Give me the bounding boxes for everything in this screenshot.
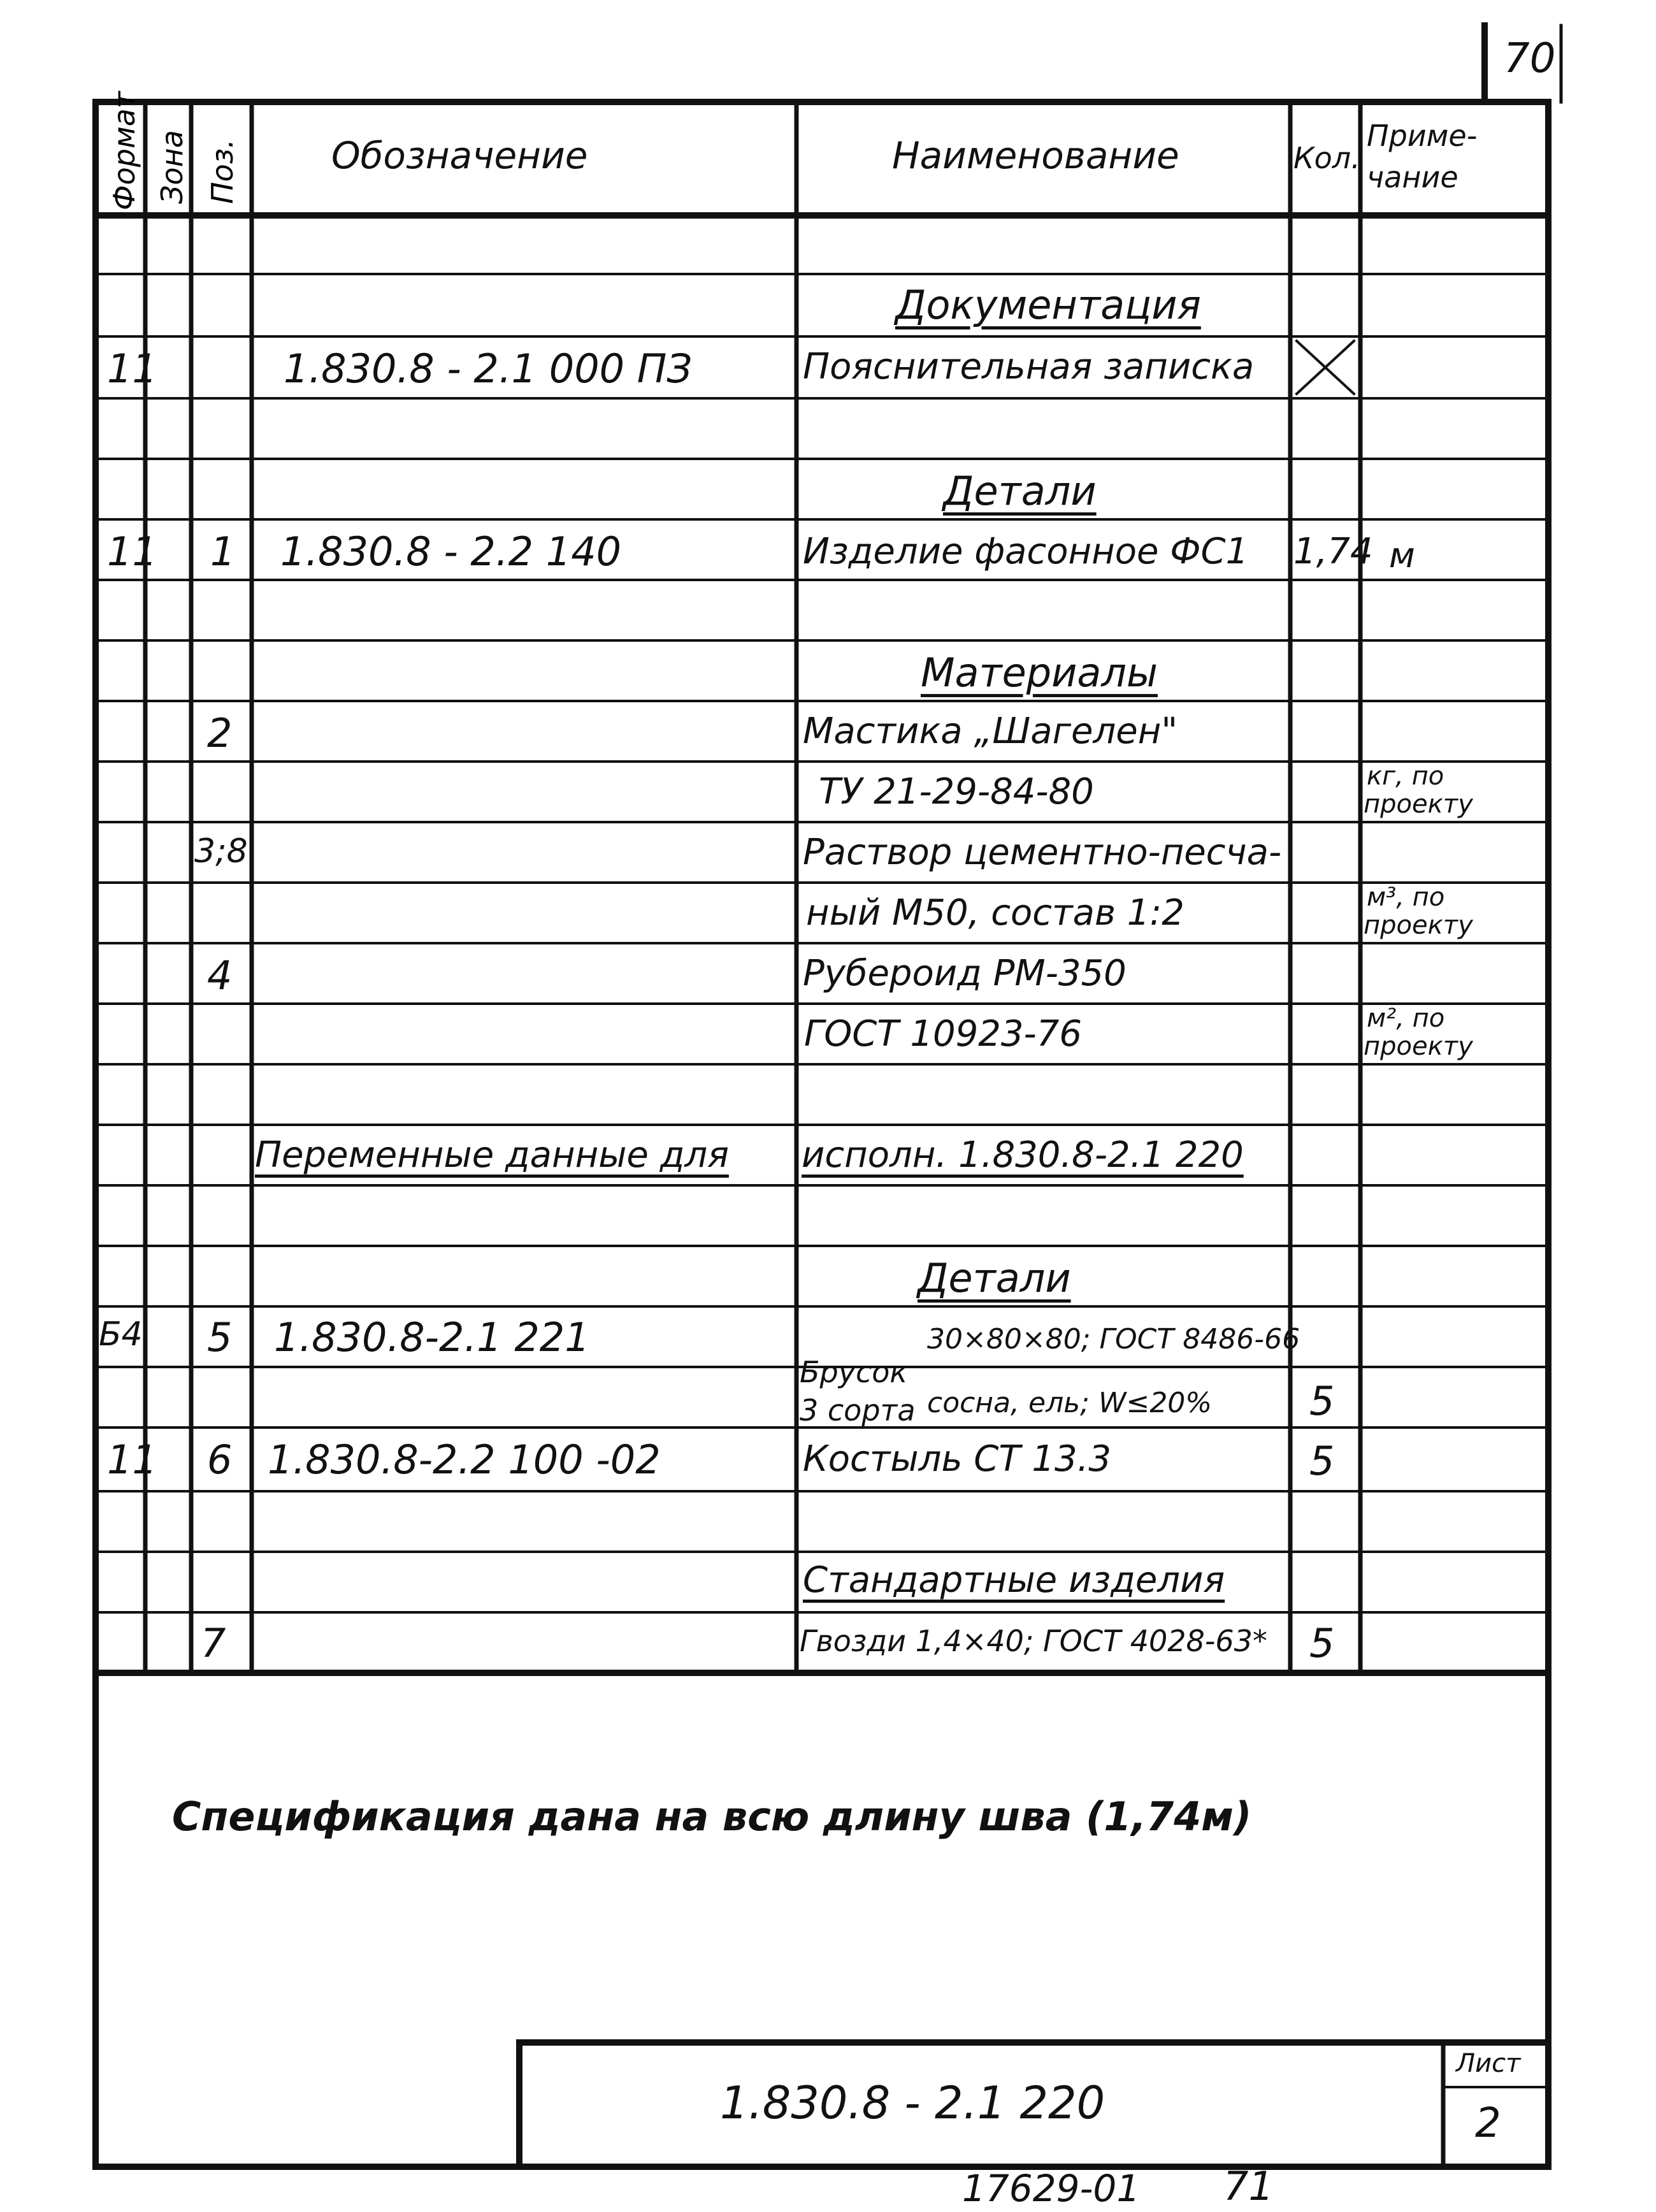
- row4-name: ТУ 21-29-84-80: [819, 771, 1094, 813]
- stamp-sheet-number: 2: [1475, 2100, 1501, 2147]
- row8-note-line2: проекту: [1364, 1032, 1473, 1061]
- row11-pos: 7: [201, 1620, 226, 1666]
- row9-name-c: 30×80×80; ГОСТ 8486-66: [927, 1323, 1300, 1355]
- bottom-code: 17629-01: [962, 2167, 1141, 2210]
- row2-qty: 1,74: [1293, 531, 1373, 572]
- sheet-number-top: 70: [1504, 35, 1556, 82]
- row9-designation: 1.830.8-2.1 221: [274, 1314, 590, 1361]
- section-standard-items: Стандартные изделия: [803, 1559, 1225, 1601]
- row7-pos: 4: [207, 952, 233, 999]
- row8-note-line1: м², по: [1367, 1004, 1445, 1033]
- row1-name: Пояснительная записка: [803, 346, 1255, 387]
- section-documentation: Документация: [895, 282, 1201, 328]
- stamp-code: 1.830.8 - 2.1 220: [720, 2077, 1105, 2129]
- row9-pos: 5: [207, 1314, 233, 1361]
- variable-data-left: Переменные данные для: [255, 1134, 729, 1176]
- footnote: Спецификация дана на всю длину шва (1,74м): [172, 1793, 1252, 1840]
- header-qty: Кол.: [1293, 141, 1360, 175]
- row2-pos: 1: [210, 528, 236, 575]
- row5-name: Раствор цементно-песча-: [803, 832, 1282, 873]
- row10-name: Костыль СТ 13.3: [803, 1438, 1112, 1480]
- row2-format: 11: [107, 528, 157, 575]
- row10-qty: 5: [1309, 1438, 1335, 1484]
- row6-note-line1: м³, по: [1367, 883, 1445, 912]
- section-details-2: Детали: [918, 1255, 1071, 1301]
- header-pos: Поз.: [205, 139, 240, 204]
- section-details: Детали: [943, 468, 1097, 514]
- row1-designation: 1.830.8 - 2.1 000 ПЗ: [284, 345, 693, 392]
- row10-designation: 1.830.8-2.2 100 -02: [268, 1436, 661, 1483]
- header-name: Наименование: [892, 134, 1179, 177]
- row1-format: 11: [107, 345, 157, 392]
- section-materials: Материалы: [921, 649, 1158, 696]
- row5-pos: 3;8: [194, 832, 248, 871]
- row2-note: м: [1389, 535, 1415, 575]
- row8-name: ГОСТ 10923-76: [804, 1013, 1082, 1055]
- row4-note-line1: кг, по: [1367, 762, 1444, 791]
- row10-format: 11: [107, 1436, 157, 1483]
- header-designation: Обозначение: [331, 134, 588, 177]
- header-zone: Зона: [155, 130, 189, 204]
- row2-name: Изделие фасонное ФС1: [803, 531, 1249, 572]
- row11-name: Гвозди 1,4×40; ГОСТ 4028-63*: [800, 1624, 1267, 1658]
- row4-note-line2: проекту: [1364, 790, 1473, 819]
- row11-qty: 5: [1309, 1620, 1335, 1666]
- row9-name-d: сосна, ель; W≤20%: [927, 1387, 1213, 1419]
- row9-format: Б4: [99, 1315, 143, 1354]
- row3-pos: 2: [207, 710, 233, 756]
- row9-qty: 5: [1309, 1378, 1335, 1424]
- stamp-sheet-label: Лист: [1456, 2049, 1521, 2078]
- row9-name-b: 3 сорта: [800, 1393, 916, 1428]
- variable-data-right: исполн. 1.830.8-2.1 220: [802, 1134, 1244, 1176]
- row9-name-a: Брусок: [800, 1355, 908, 1389]
- header-note-line1: Приме-: [1367, 119, 1478, 153]
- row3-name: Мастика „Шагелен": [803, 711, 1178, 752]
- row6-name: ный М50, состав 1:2: [806, 892, 1184, 934]
- bottom-number: 71: [1223, 2163, 1274, 2209]
- row6-note-line2: проекту: [1364, 911, 1473, 940]
- header-format: Формат: [107, 91, 141, 210]
- row2-designation: 1.830.8 - 2.2 140: [280, 528, 622, 575]
- row10-pos: 6: [207, 1436, 233, 1483]
- header-note-line2: чание: [1367, 160, 1458, 194]
- row7-name: Рубероид РМ-350: [803, 953, 1127, 994]
